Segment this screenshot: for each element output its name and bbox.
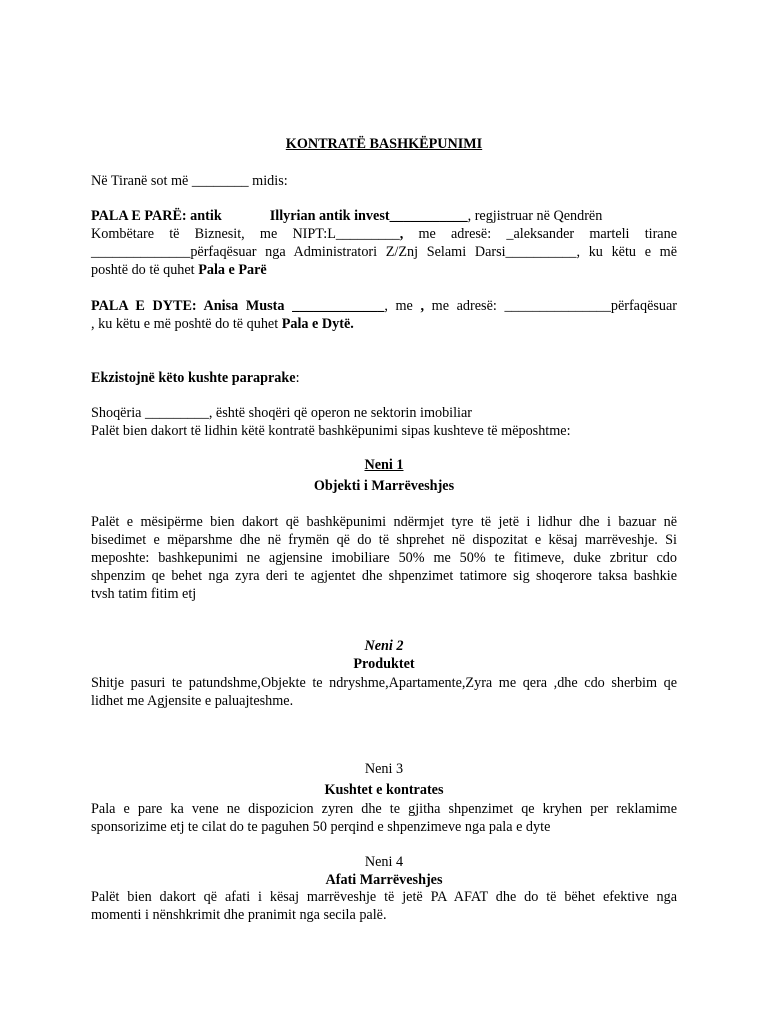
neni4-title: Afati Marrëveshjes: [325, 872, 443, 888]
party1-line-2: Kombëtare të Biznesit, me NIPT:L_________, me adresë: _aleksander marteli tirane: [91, 226, 677, 242]
document-title: KONTRATË BASHKËPUNIMI: [285, 136, 483, 152]
party2-line-2: , ku këtu e më poshtë do të quhet Pala e Dytë.: [91, 316, 354, 332]
party2-line-1: PALA E DYTE: Anisa Musta _____________, me , me adresë: _______________përfaqësuar: [91, 298, 678, 314]
neni1-number: Neni 1: [364, 457, 404, 473]
neni1-line: tvsh tatim fitim etj: [91, 586, 197, 602]
neni1-line: shpenzim qe behet nga zyra deri te agjentet dhe shpenzimet tatimore sig shoqerore taksa bashkie: [91, 568, 677, 584]
neni3-line: Pala e pare ka vene ne dispozicion zyren dhe te gjitha shpenzimet qe kryhen per reklamime: [91, 801, 677, 817]
party1-name: Illyrian antik invest: [269, 208, 390, 224]
preconditions-line-2: Palët bien dakort të lidhin këtë kontratë bashkëpunimi sipas kushteve të mëposhtme:: [91, 423, 571, 439]
preconditions-heading: Ekzistojnë këto kushte paraprake:: [91, 370, 300, 386]
party1-label: PALA E PARË: antik: [91, 208, 222, 224]
neni2-line: lidhet me Agjensite e paluajteshme.: [91, 693, 294, 709]
neni4-line: Palët bien dakort që afati i kësaj marrëveshje të jetë PA AFAT dhe do të bëhet efektive nga: [91, 889, 677, 905]
intro-line: Në Tiranë sot më ________ midis:: [91, 173, 288, 189]
neni1-line: meposhte: bashkepunimi ne agjensine imobiliare 50% me 50% te fitimeve, duke zbritur cdo: [91, 550, 677, 566]
party1-line-3: ______________përfaqësuar nga Administratori Z/Znj Selami Darsi__________, ku këtu e më: [91, 244, 677, 260]
party1-line-1: PALA E PARË: antik Illyrian antik invest___________, regjistruar në Qendrën: [91, 208, 603, 224]
neni1-line: bisedimet e mëparshme dhe në frymën që do të shprehet në dispozitat e kësaj marrëveshje. Si: [91, 532, 677, 548]
neni2-line: Shitje pasuri te patundshme,Objekte te ndryshme,Apartamente,Zyra me qera ,dhe cdo sherbim qe: [91, 675, 677, 691]
preconditions-line-1: Shoqëria _________, është shoqëri që operon ne sektorin imobiliar: [91, 405, 473, 421]
party2-label: PALA E DYTE: Anisa Musta: [91, 298, 285, 314]
neni1-line: Palët e mësipërme bien dakort që bashkëpunimi ndërmjet tyre të jetë i lidhur dhe i bazuar në: [91, 514, 677, 530]
neni2-title: Produktet: [353, 656, 415, 672]
neni2-number: Neni 2: [364, 638, 404, 654]
neni3-line: sponsorizime etj te cilat do te paguhen 50 perqind e shpenzimeve nga pala e dyte: [91, 819, 551, 835]
neni3-title: Kushtet e kontrates: [324, 782, 444, 798]
neni4-line: momenti i nënshkrimit dhe pranimit nga secila palë.: [91, 907, 387, 923]
neni3-number: Neni 3: [364, 761, 404, 777]
neni1-title: Objekti i Marrëveshjes: [313, 478, 455, 494]
neni4-number: Neni 4: [364, 854, 404, 870]
party1-line-4: poshtë do të quhet Pala e Parë: [91, 262, 267, 278]
